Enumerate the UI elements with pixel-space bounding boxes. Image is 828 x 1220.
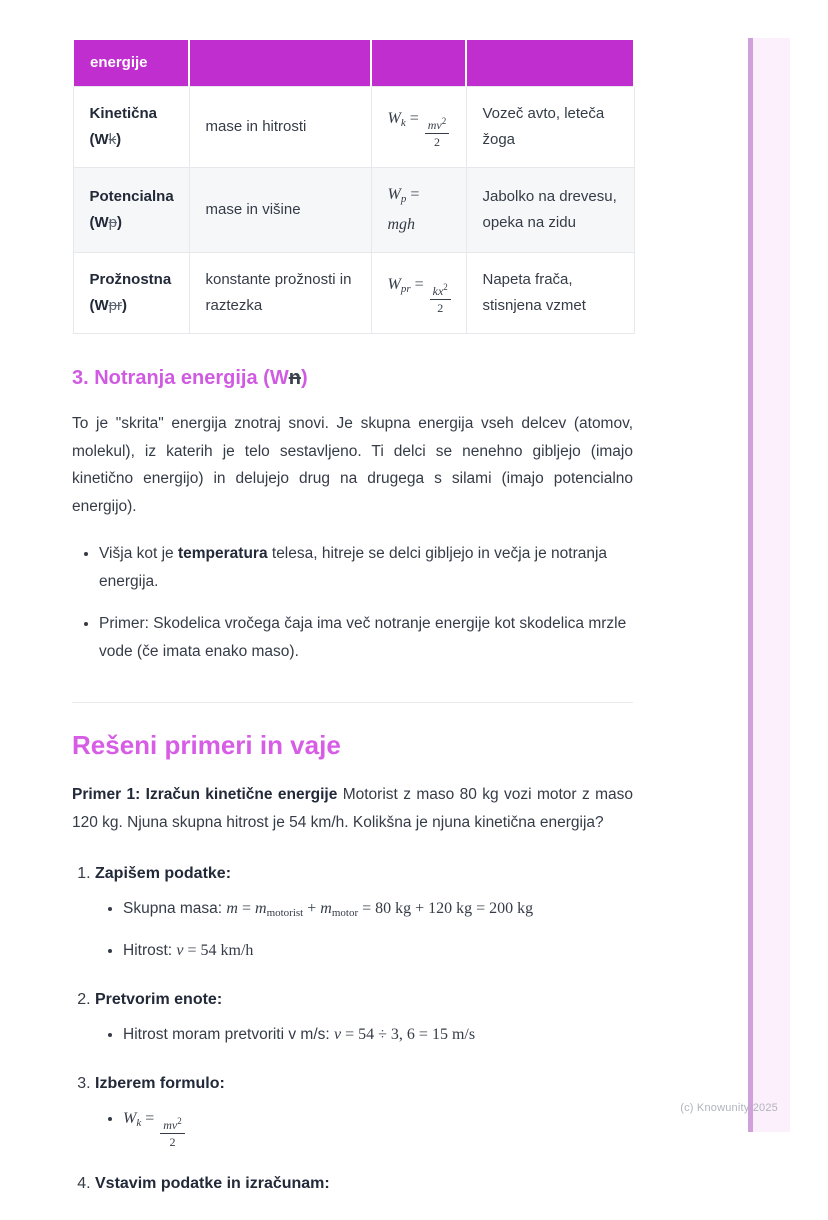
unit-conversion-equation: v = 54 ÷ 3, 6 = 15 m/s xyxy=(334,1026,476,1043)
step-label: Pretvorim enote: xyxy=(95,991,223,1008)
list-item: • Hitrost moram pretvoriti v m/s: v = 54 ÷ 3, 6 = 15 m/s xyxy=(123,1022,633,1048)
formula-cell xyxy=(371,253,466,334)
step-label: Vstavim podatke in izračunam: xyxy=(95,1175,330,1192)
table-header xyxy=(73,39,634,87)
list-item: • Primer: Skodelica vročega čaja ima več notranje energije kot skodelica mrzle vode (če imata enako maso). xyxy=(99,610,633,665)
step-sublist xyxy=(95,896,633,964)
energy-name-cell: Kinetična (Wk) xyxy=(73,87,189,168)
kinetic-energy-formula: Wk = $\frac{mv^2}{2}$ xyxy=(388,110,452,127)
table-header-cell-empty-2 xyxy=(371,39,466,87)
primer1-paragraph: Primer 1: Izračun kinetične energije Motorist z maso 80 kg vozi motor z maso 120 kg. Njuna skupna hitrost je 54 km/h. Kolikšna je njuna kinetična energija? xyxy=(72,786,633,831)
step-label: Zapišem podatke: xyxy=(95,865,232,882)
list-item: • Skupna masa: m = mmotorist + mmotor = 80 kg + 120 kg = 200 kg xyxy=(123,896,633,926)
energy-name-cell: Potencialna (Wp) xyxy=(73,168,189,253)
chosen-formula: Wk = $\frac{mv^2}{2}$ xyxy=(123,1110,187,1127)
step-item xyxy=(95,987,633,1048)
step-sublist xyxy=(95,1106,633,1148)
formula-cell xyxy=(371,87,466,168)
section-bullet-list xyxy=(72,540,633,665)
example-cell: Jabolko na drevesu, opeka na zidu xyxy=(466,168,634,253)
table-header-cell-energije: energije xyxy=(73,39,189,87)
struck-subscript: n xyxy=(288,367,301,389)
primer1-title: Primer 1: Izračun kinetične energije xyxy=(72,786,338,803)
step-sublist xyxy=(95,1022,633,1048)
energy-types-table xyxy=(72,38,635,334)
formula-cell xyxy=(371,168,466,253)
table-header-cell-empty-1 xyxy=(189,39,371,87)
example-cell: Napeta frača, stisnjena vzmet xyxy=(466,253,634,334)
section-divider xyxy=(72,702,633,703)
struck-subscript: k xyxy=(108,131,117,148)
table-row-proznostna xyxy=(73,253,634,334)
list-item: • Višja kot je temperatura telesa, hitreje se delci gibljejo in večja je notranja energija. xyxy=(99,540,633,595)
step-label: Izberem formulo: xyxy=(95,1075,225,1092)
page-content xyxy=(72,38,633,1220)
potential-energy-formula-line2: mgh xyxy=(387,216,416,233)
list-item: • Hitrost: v = 54 km/h xyxy=(123,938,633,964)
depends-cell: konstante prožnosti in raztezka xyxy=(189,253,371,334)
potential-energy-formula-line1: Wp = xyxy=(387,186,420,205)
table-row-potencialna xyxy=(73,168,634,253)
section-heading-notranja-energija: 3. Notranja energija (Wn) xyxy=(72,367,308,389)
section-paragraph: To je "skrita" energija znotraj snovi. Je skupna energija vseh delcev (atomov, molekul), iz katerih je telo sestavljeno. Ti delci se nenehno gibljejo (imajo kinetično energijo) in delujejo drug na drugega s silami (imajo potencialno energijo). xyxy=(72,415,633,515)
mass-equation: m = mmotorist + mmotor = 80 kg + 120 kg = 200 kg xyxy=(226,900,534,919)
struck-subscript: pr xyxy=(108,297,122,314)
depends-cell: mase in hitrosti xyxy=(189,87,371,168)
page-edge-highlight xyxy=(748,38,790,1132)
table-header-cell-empty-3 xyxy=(466,39,634,87)
energy-name-cell: Prožnostna (Wpr) xyxy=(73,253,189,334)
section-heading-reseni-primeri: Rešeni primeri in vaje xyxy=(72,730,341,760)
bold-term: temperatura xyxy=(177,545,268,562)
example-cell: Vozeč avto, leteča žoga xyxy=(466,87,634,168)
copyright-footer: (c) Knowunity 2025 xyxy=(680,1102,778,1114)
step-item xyxy=(95,861,633,964)
depends-cell: mase in višine xyxy=(189,168,371,253)
solution-steps-list xyxy=(72,861,633,1197)
struck-subscript: p xyxy=(108,214,117,231)
speed-value: v = 54 km/h xyxy=(176,942,254,959)
table-row-kineticna xyxy=(73,87,634,168)
step-item xyxy=(95,1171,633,1197)
list-item xyxy=(123,1106,633,1148)
step-item xyxy=(95,1071,633,1148)
spring-energy-formula: Wpr = $\frac{kx^2}{2}$ xyxy=(388,276,453,293)
